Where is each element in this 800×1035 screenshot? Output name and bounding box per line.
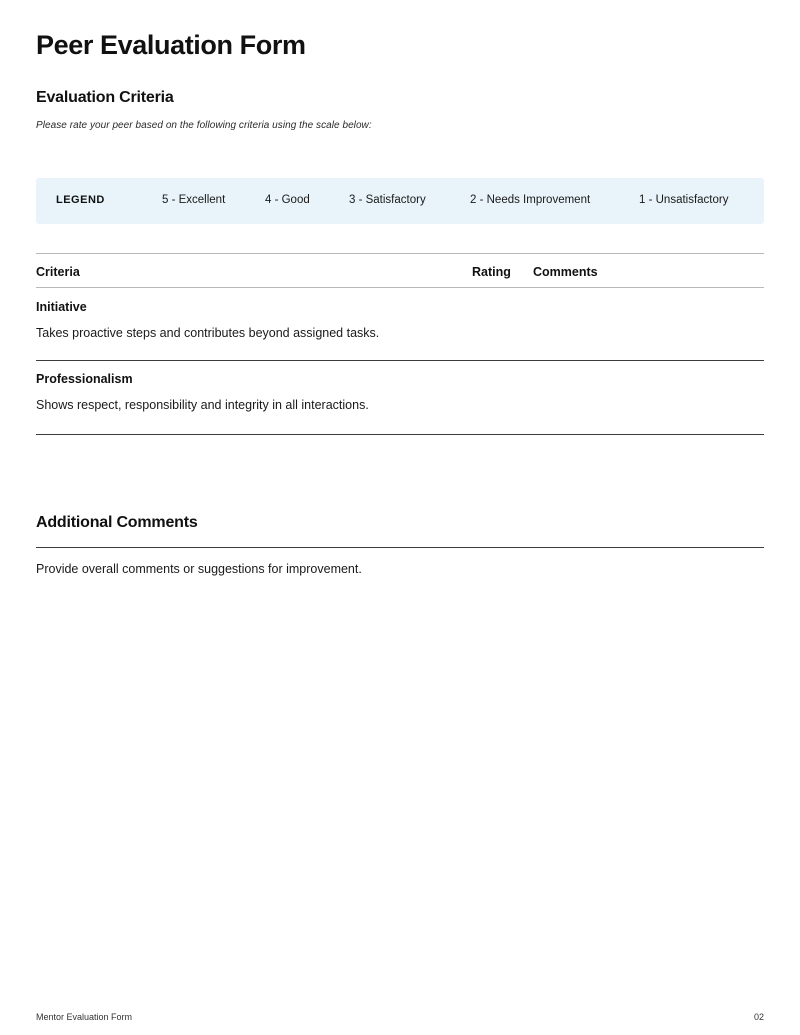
legend-item-2-needs-improvement: 2 - Needs Improvement — [470, 194, 591, 206]
legend-item-1-unsatisfactory: 1 - Unsatisfactory — [639, 194, 729, 206]
section-heading-evaluation-criteria: Evaluation Criteria — [36, 89, 174, 106]
comment-input[interactable] — [533, 299, 764, 319]
column-header-comments: Comments — [533, 265, 598, 279]
legend-item-4-good: 4 - Good — [265, 194, 310, 206]
comment-input[interactable] — [533, 371, 764, 391]
criteria-description: Takes proactive steps and contributes beyond assigned tasks. — [36, 326, 380, 340]
criteria-name: Initiative — [36, 300, 87, 314]
additional-comments-prompt: Provide overall comments or suggestions for improvement. — [36, 562, 362, 576]
section-subtitle: Please rate your peer based on the following criteria using the scale below: — [36, 120, 372, 131]
additional-comments-divider — [36, 547, 764, 548]
page-title: Peer Evaluation Form — [36, 30, 306, 60]
section-heading-additional-comments: Additional Comments — [36, 514, 198, 531]
additional-comments-input[interactable] — [36, 585, 764, 955]
column-header-rating: Rating — [472, 265, 511, 279]
rating-input[interactable] — [472, 299, 524, 319]
footer-label: Mentor Evaluation Form — [36, 1012, 133, 1022]
legend-band — [36, 178, 764, 224]
table-bottom-divider — [36, 434, 764, 435]
table-header-divider — [36, 287, 764, 288]
legend-label: LEGEND — [56, 194, 105, 206]
legend-item-3-satisfactory: 3 - Satisfactory — [349, 194, 426, 206]
table-row-divider — [36, 360, 764, 361]
table-top-divider — [36, 253, 764, 254]
column-header-criteria: Criteria — [36, 265, 80, 279]
criteria-description: Shows respect, responsibility and integrity in all interactions. — [36, 398, 369, 412]
legend-item-5-excellent: 5 - Excellent — [162, 194, 226, 206]
rating-input[interactable] — [472, 371, 524, 391]
footer-page-number: 02 — [753, 1012, 764, 1022]
criteria-name: Professionalism — [36, 372, 133, 386]
